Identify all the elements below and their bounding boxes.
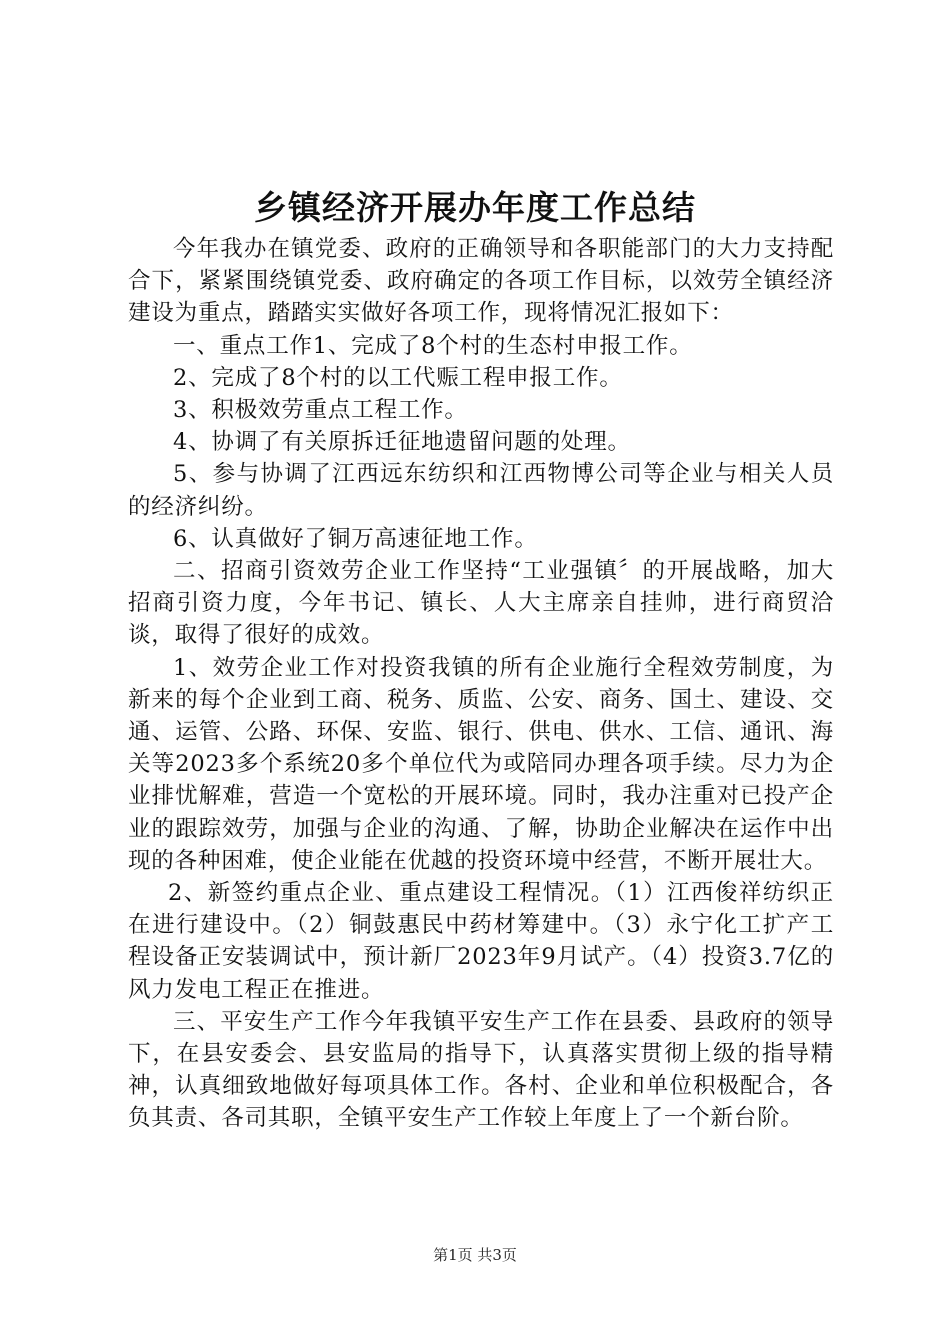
paragraph-investment: 二、招商引资效劳企业工作坚持“工业强镇〞的开展战略，加大招商引资力度，今年书记、镇长、人大主席亲自挂帅，进行商贸洽谈，取得了很好的成效。 — [128, 558, 834, 649]
document-title: 乡镇经济开展办年度工作总结 — [254, 188, 696, 227]
paragraph-key-work-2: 2、完成了8个村的以工代赈工程申报工作。 — [173, 364, 623, 391]
paragraph-new-projects: 2、新签约重点企业、重点建设工程情况。（1）江西俊祥纺织正在进行建设中。（2）铜鼓惠民中药材筹建中。（3）永宁化工扩产工程设备正安装调试中，预计新厂2023年9月试产。（4）投资3.7亿的风力发电工程正在推进。 — [128, 880, 834, 1003]
document-body — [128, 233, 834, 1135]
paragraph-key-work-1: 一、重点工作1、完成了8个村的生态村申报工作。 — [173, 332, 693, 359]
paragraph-key-work-3: 3、积极效劳重点工程工作。 — [173, 397, 468, 424]
paragraph-intro: 今年我办在镇党委、政府的正确领导和各职能部门的大力支持配合下，紧紧围绕镇党委、政府确定的各项工作目标，以效劳全镇经济建设为重点，踏踏实实做好各项工作，现将情况汇报如下： — [128, 236, 834, 327]
paragraph-key-work-6: 6、认真做好了铜万高速征地工作。 — [173, 525, 538, 552]
paragraph-enterprise-service: 1、效劳企业工作对投资我镇的所有企业施行全程效劳制度，为新来的每个企业到工商、税务、质监、公安、商务、国土、建设、交通、运管、公路、环保、安监、银行、供电、供水、工信、通讯、海关等2023多个系统20多个单位代为或陪同办理各项手续。尽力为企业排忧解难，营造一个宽松的开展环境。同时，我办注重对已投产企业的跟踪效劳，加强与企业的沟通、了解，协助企业解决在运作中出现的各种困难，使企业能在优越的投资环境中经营，不断开展壮大。 — [128, 654, 834, 874]
page-number-footer: 第1页 共3页 — [433, 1246, 517, 1264]
paragraph-safety: 三、平安生产工作今年我镇平安生产工作在县委、县政府的领导下，在县安委会、县安监局的指导下，认真落实贯彻上级的指导精神，认真细致地做好每项具体工作。各村、企业和单位积极配合，各负其责、各司其职，全镇平安生产工作较上年度上了一个新台阶。 — [128, 1008, 834, 1132]
paragraph-key-work-5: 5、参与协调了江西远东纺织和江西物博公司等企业与相关人员的经济纠纷。 — [128, 461, 834, 520]
paragraph-key-work-4: 4、协调了有关原拆迁征地遗留问题的处理。 — [173, 429, 631, 456]
